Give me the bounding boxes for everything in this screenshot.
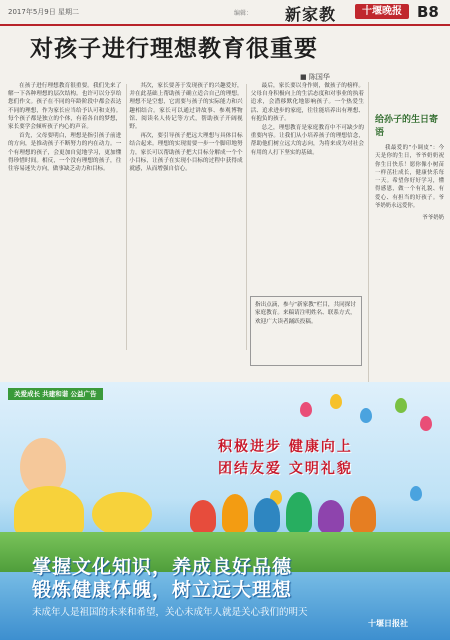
publisher-logo: 十堰日报社 bbox=[368, 619, 408, 628]
article-paragraph: 在孩子进行理想教育很重要。我们先来了解一下各种理想的层次结构。也许可以分享给您们作文。孩子在不同的年龄阶段中都会表达不同的理想，作为家长应当给予认可和支持。每个孩子都是独立的个体，有着各自的梦想，家长要学会倾听孩子内心的声音。 bbox=[8, 83, 122, 131]
child-figure-illustration bbox=[190, 500, 216, 534]
article-paragraph: 最后，家长要以身作则，做孩子的榜样。父母自身积极向上的生活态度和对事业的执着追求，会潜移默化地影响孩子。一个热爱生活、追求进步的家庭，往往能培养出有理想、有抱负的孩子。 bbox=[250, 83, 364, 122]
public-service-poster bbox=[0, 382, 450, 640]
page-number: B8 bbox=[417, 3, 439, 21]
article-paragraph: 再次，要引导孩子把远大理想与具体目标结合起来。理想的实现需要一步一个脚印地努力，家长可以帮助孩子把大目标分解成一个个小目标，让孩子在实现小目标的过程中获得成就感，从而增强自信心。 bbox=[129, 133, 243, 173]
editor-credit: 编辑： bbox=[234, 10, 253, 17]
balloon-icon bbox=[395, 398, 407, 413]
poster-headline-2: 锻炼健康体魄，树立远大理想 bbox=[32, 579, 293, 601]
sidebar-signature: 爷爷奶奶 bbox=[422, 215, 444, 222]
article-byline: ■ 陈国华 bbox=[300, 73, 330, 81]
poster-headline-1: 掌握文化知识，养成良好品德 bbox=[32, 556, 293, 578]
notice-box bbox=[250, 296, 362, 366]
article-paragraph: 首先，父母要明白，理想是指引孩子前进的方向，是推动孩子不断努力的内在动力。一个有理想的孩子，会更加自觉地学习，更加懂得珍惜时间。相反，一个没有理想的孩子，往往容易迷失方向，做事缺乏动力和目标。 bbox=[8, 133, 122, 173]
balloon-icon bbox=[360, 408, 372, 423]
article-paragraph: 总之，理想教育是家庭教育中不可缺少的重要内容。让我们从小培养孩子的理想信念，帮助他们树立远大的志向，为将来成为对社会有用的人打下坚实的基础。 bbox=[250, 125, 364, 156]
child-shirt-illustration bbox=[14, 486, 84, 536]
notice-text: 指出点滴，参与“新家教”栏目，共同探讨家庭教育。来稿请注明姓名、联系方式，欢迎广大读者踊跃投稿。 bbox=[255, 302, 356, 325]
sidebar-paragraph: 我最爱的“小调皮”：今天是你的生日，爷爷奶奶祝你生日快乐！愿你像小树苗一样茁壮成长，健康快乐每一天。希望你好好学习，懂得感恩，做一个有礼貌、有爱心、有担当的好孩子。爷爷奶奶永远爱你。 bbox=[375, 145, 444, 210]
child-figure-illustration bbox=[222, 494, 248, 534]
poster-subtitle: 未成年人是祖国的未来和希望，关心未成年人就是关心我们的明天 bbox=[32, 607, 308, 618]
article-paragraph: 其次，家长要善于发现孩子的兴趣爱好，并在此基础上帮助孩子确立适合自己的理想。理想不是空想，它需要与孩子的实际能力和兴趣相结合。家长可以通过讲故事、参观博物馆、阅读名人传记等方式，帮助孩子开阔视野。 bbox=[129, 83, 243, 131]
child-figure-illustration bbox=[254, 498, 280, 534]
poster-slogan-1: 积极进步 健康向上 bbox=[218, 439, 353, 455]
balloon-icon bbox=[330, 394, 342, 409]
column-divider bbox=[126, 84, 127, 350]
article-headline: 对孩子进行理想教育很重要 bbox=[30, 35, 318, 62]
balloon-icon bbox=[410, 486, 422, 501]
child-figure-illustration bbox=[286, 492, 312, 534]
newspaper-logo: 十堰晚报 bbox=[355, 4, 409, 19]
issue-date: 2017年5月9日 星期二 bbox=[8, 8, 79, 16]
page-header bbox=[0, 0, 450, 26]
balloon-icon bbox=[420, 416, 432, 431]
poster-slogan-2: 团结友爱 文明礼貌 bbox=[218, 461, 353, 477]
column-divider bbox=[246, 84, 247, 350]
section-title: 新家教 bbox=[285, 5, 337, 24]
balloon-icon bbox=[300, 402, 312, 417]
sidebar-title: 给孙子的生日寄语 bbox=[375, 115, 439, 138]
child-figure-illustration bbox=[350, 496, 376, 534]
sunflower-illustration bbox=[92, 492, 152, 536]
sidebar-body bbox=[375, 144, 444, 210]
child-figure-illustration bbox=[318, 500, 344, 534]
poster-tag: 关爱成长 共建和谐 公益广告 bbox=[8, 388, 103, 400]
sidebar-column bbox=[368, 82, 444, 382]
